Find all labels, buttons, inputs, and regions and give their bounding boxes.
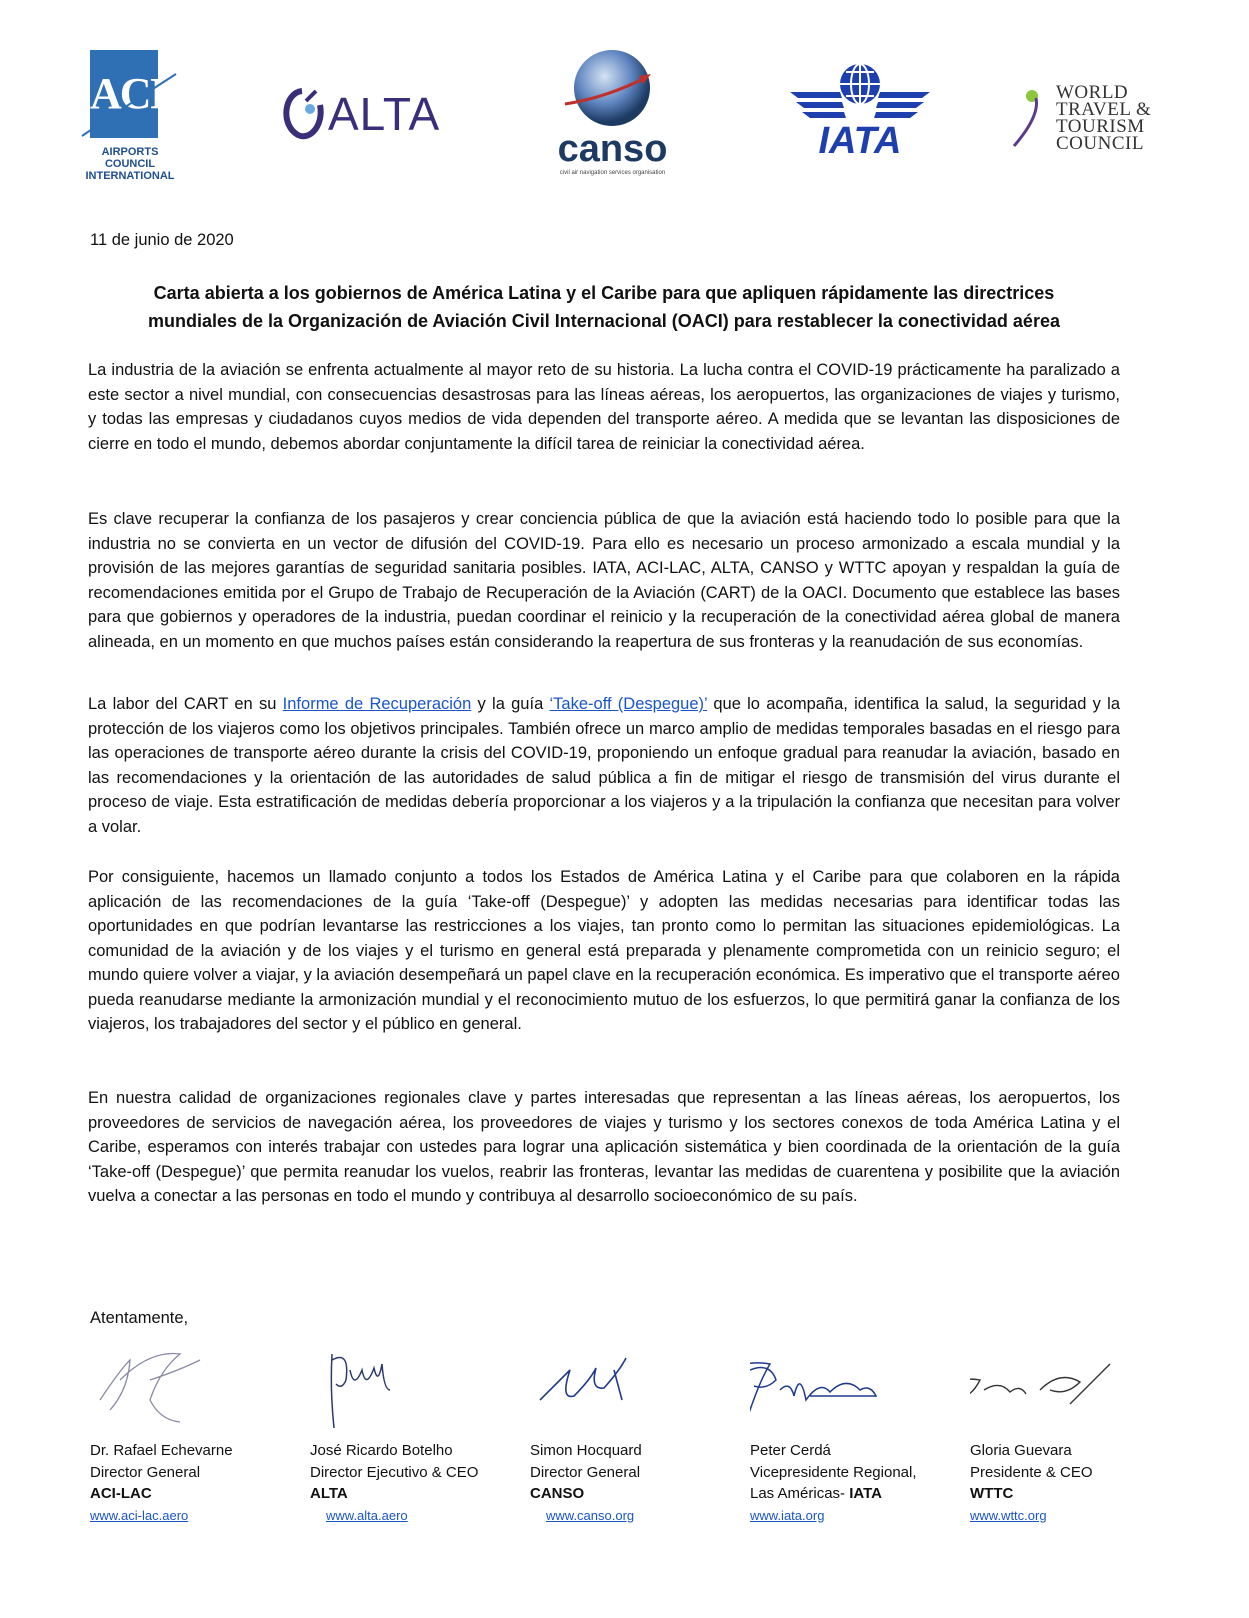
wttc-website-link[interactable]: www.wttc.org (970, 1507, 1047, 1523)
canso-logo-subtitle: civil air navigation services organisation (559, 170, 666, 176)
aci-website-link[interactable]: www.aci-lac.aero (90, 1507, 189, 1523)
signatory-title-2: Las Américas- IATA (750, 1485, 882, 1502)
canso-logo-text: canso (557, 128, 668, 170)
alta-logo-text: ALTA (328, 88, 441, 140)
letter-title (88, 279, 1120, 335)
signatory-org: IATA (849, 1485, 882, 1502)
paragraph-2: Es clave recuperar la confianza de los pasajeros y crear conciencia pública de que la aviación está haciendo todo lo posible para que la industria no se convierta en un vector de difusión del COVID-19. Para ello es necesario un proceso armonizado a escala mundial y la provisión de las mejores garantías de seguridad sanitaria posibles. IATA, ACI-LAC, ALTA, CANSO y WTTC apoyan y respaldan la guía de recomendaciones emitida por el Grupo de Trabajo de Recuperación de la Aviación (CART) de la OACI. Documento que establece las bases para que gobiernos y operadores de la industria, puedan coordinar el reinicio y la recuperación de la conectividad aérea global de manera alineada, en un momento en que muchos países están considerando la reapertura de sus fronteras y la reanudación de sus economías. (88, 510, 1120, 651)
signatory-title: Vicepresidente Regional, (750, 1463, 917, 1481)
alta-website-link[interactable]: www.alta.aero (326, 1507, 408, 1523)
iata-logo (790, 62, 930, 162)
signature-botelho (310, 1340, 440, 1430)
paragraph-5: En nuestra calidad de organizaciones regionales clave y partes interesadas que representan a las líneas aéreas, los aeropuertos, los proveedores de servicios de navegación aérea, los proveedores de viajes y turismo y los sectores conexos de toda América Latina y el Caribe, esperamos con interés trabajar con ustedes para lograr una aplicación sistemática y bien coordinada de la orientación de la guía ‘Take-off (Despegue)’ que permita reanudar los vuelos, reabrir las fronteras, levantar las medidas de cuarentena y posibilite que la aviación vuelva a conectar a las personas en todo el mundo y contribuya al desarrollo socioeconómico de su país. (88, 1089, 1120, 1205)
paragraph-1: La industria de la aviación se enfrenta actualmente al mayor reto de su historia. La lucha contra el COVID-19 prácticamente ha paralizado a este sector a nivel mundial, con consecuencias desastrosas para las líneas aéreas, los aeropuertos, las organizaciones de viajes y turismo, y todas las empresas y ciudadanos cuyos medios de vida dependen del transporte aéreo. A medida que se levantan las disposiciones de cierre en todo el mundo, debemos abordar conjuntamente la difícil tarea de reiniciar la conectividad aérea. (88, 361, 1120, 453)
signatory-name: Gloria Guevara (970, 1442, 1072, 1459)
letter-title-line-1: Carta abierta a los gobiernos de América Latina y el Caribe para que apliquen rápidamente las directrices (153, 283, 1055, 303)
globe-icon (555, 48, 670, 128)
signatory-name: José Ricardo Botelho (310, 1442, 453, 1459)
take-off-guide-link[interactable]: ‘Take-off (Despegue)’ (549, 695, 708, 713)
signatory-title: Director Ejecutivo & CEO (310, 1463, 479, 1481)
wttc-logo (1010, 82, 1200, 162)
aci-logo-subtitle: AIRPORTS COUNCIL INTERNATIONAL (85, 146, 175, 182)
alta-logo (280, 85, 450, 145)
wttc-swirl-icon (1010, 82, 1054, 152)
signatory-org: WTTC (970, 1485, 1014, 1502)
aci-logo (80, 50, 180, 180)
signature-echevarne (90, 1340, 220, 1430)
logo-header (0, 0, 1249, 200)
paragraph-3-text-c: que lo acompaña, identifica la salud, la seguridad y la protección de los viajeros como los objetivos principales. También ofrece un marco amplio de medidas temporales basadas en el riesgo para las operaciones de transporte aéreo durante la crisis del COVID-19, proponiendo un enfoque gradual para reanudar la aviación, basado en las recomendaciones y la orientación de las autoridades de salud pública a fin de mitigar el riesgo de transmisión del virus durante el proceso de viaje. Esta estratificación de medidas debería proporcionar a los viajeros y a la tripulación la confianza que necesitan para volver a volar. (88, 695, 1121, 836)
alta-swoosh-icon (280, 85, 326, 141)
iata-logo-text: IATA (818, 120, 902, 162)
iata-website-link[interactable]: www.iata.org (750, 1507, 825, 1523)
wttc-logo-text: WORLD TRAVEL & TOURISM COUNCIL (1056, 82, 1152, 154)
signature-guevara (970, 1340, 1120, 1430)
signatory-org: CANSO (530, 1485, 585, 1502)
signature-hocquard (530, 1340, 660, 1430)
signatory-title: Director General (530, 1463, 641, 1481)
canso-logo (555, 48, 685, 178)
signatory-org: ACI-LAC (90, 1485, 152, 1502)
letter-date: 11 de junio de 2020 (90, 231, 234, 249)
signatory-title: Director General (90, 1463, 201, 1481)
informe-recuperacion-link[interactable]: Informe de Recuperación (282, 695, 472, 713)
signatory-name: Peter Cerdá (750, 1442, 831, 1459)
signatory-title: Presidente & CEO (970, 1463, 1093, 1481)
signatory-name: Simon Hocquard (530, 1442, 642, 1459)
paragraph-3-text-a: La labor del CART en su (88, 695, 283, 713)
letter-title-line-2: mundiales de la Organización de Aviación Civil Internacional (OACI) para restablecer la conectividad aérea (148, 311, 1060, 331)
closing: Atentamente, (90, 1309, 189, 1327)
signature-cerda (750, 1340, 930, 1430)
signatory-name: Dr. Rafael Echevarne (90, 1442, 233, 1459)
canso-website-link[interactable]: www.canso.org (546, 1507, 635, 1523)
iata-globe-wings-icon (790, 62, 930, 122)
paragraph-3-text-b: y la guía (471, 695, 550, 713)
paragraph-3 (88, 692, 1120, 839)
aci-logo-mark: ACI (90, 50, 158, 138)
paragraph-4: Por consiguiente, hacemos un llamado conjunto a todos los Estados de América Latina y el Caribe para que colaboren en la rápida aplicación de las recomendaciones de la guía ‘Take-off (Despegue)’ y adopten las medidas necesarias para identificar todas las oportunidades en que podrían levantarse las restricciones a los viajes, tan pronto como lo permitan las situaciones epidemiológicas. La comunidad de la aviación y de los viajes y el turismo en general está preparada y plenamente comprometida con un reinicio seguro; el mundo quiere volver a viajar, y la aviación desempeñará un papel clave en la recuperación económica. Es imperativo que el transporte aéreo pueda reanudarse mediante la armonización mundial y el reconocimiento mutuo de los esfuerzos, lo que permitirá ganar la confianza de los viajeros, los trabajadores del sector y el público en general. (88, 868, 1120, 1033)
signatory-org: ALTA (310, 1485, 348, 1502)
